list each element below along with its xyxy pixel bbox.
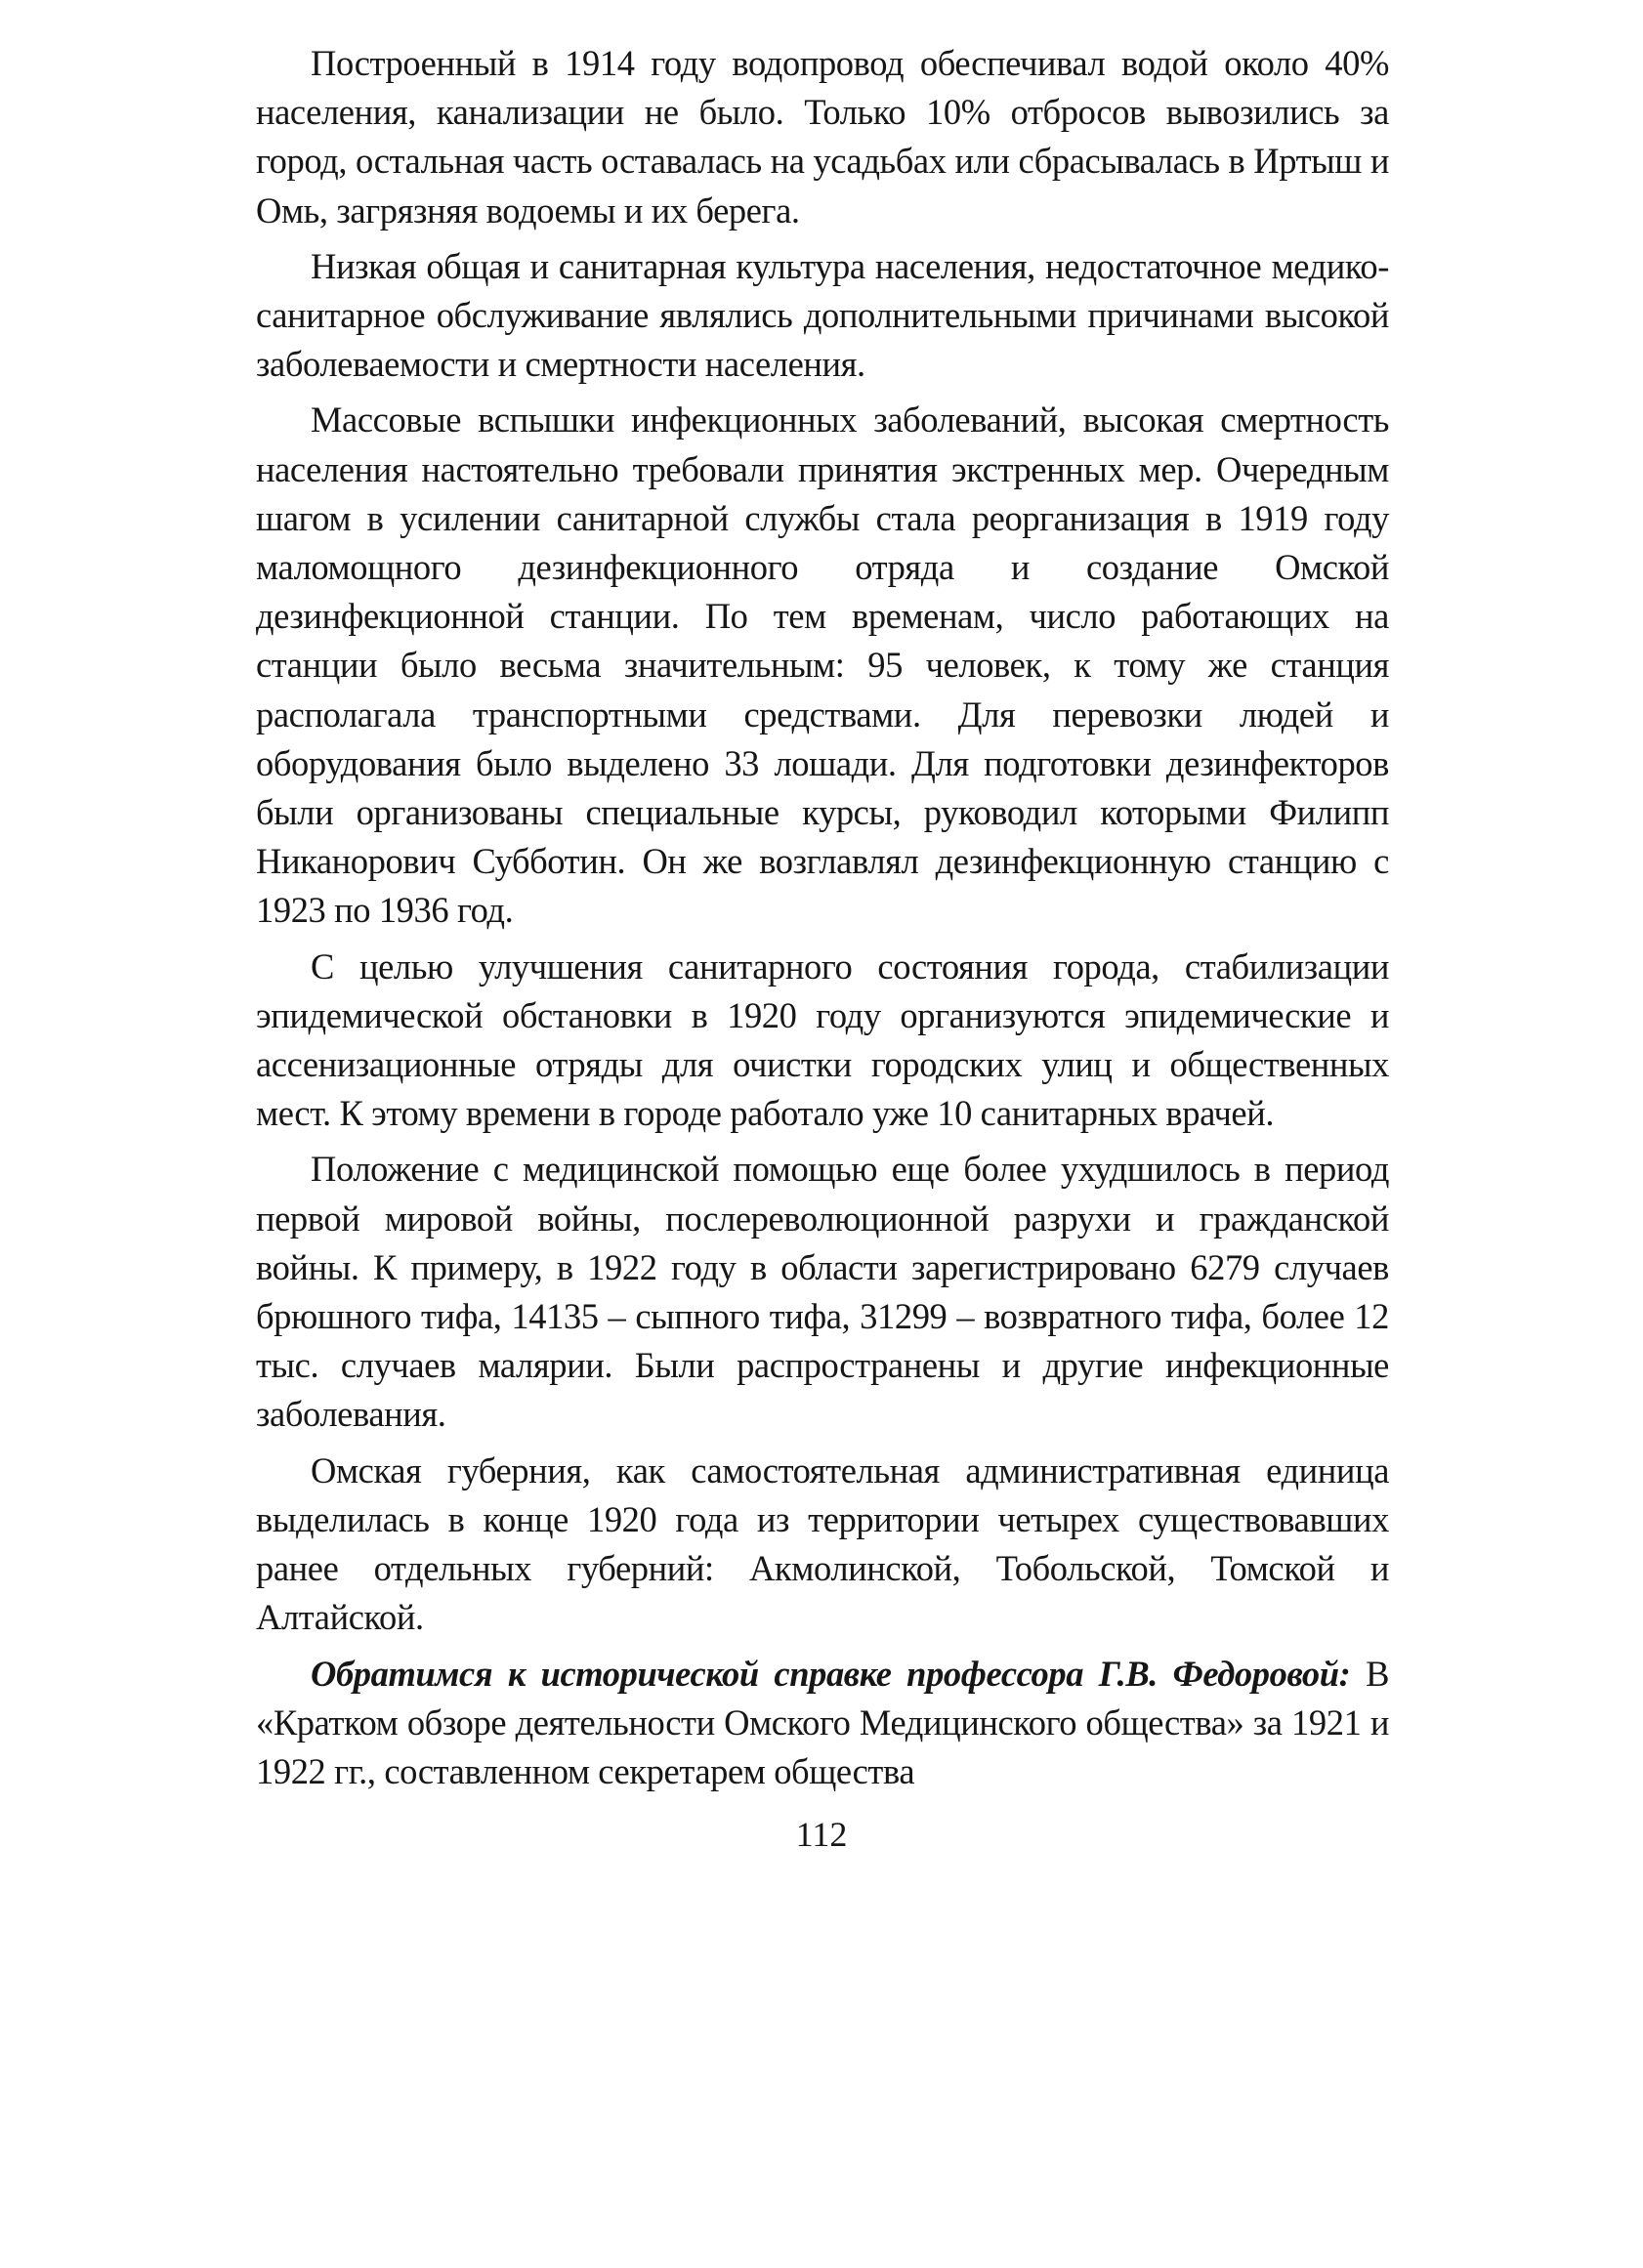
paragraph-omsk-province: Омская губерния, как самостоятельная административная единица выделилась в конце 1920 года из территории четырех существовавших ранее отдельных губерний: Акмолинской, Тобольской, Томской и Алтайской.: [256, 1449, 1389, 1638]
paragraph-infection-statistics: Положение с медицинской помощью еще более ухудшилось в период первой мировой войны, послереволюционной разрухи и гражданской войны. К примеру, в 1922 году в области зарегистрировано 6279 случаев брюшного тифа, 14135 – сыпного тифа, 31299 – возвратного тифа, более 12 тыс. случаев малярии. Были распространены и другие инфекционные заболевания.: [256, 1149, 1389, 1435]
paragraph-disinfection-station: Массовые вспышки инфекционных заболеваний, высокая смертность населения настоятельно требовали принятия экстренных мер. Очередным шагом в усилении санитарной службы стала реорганизация в 1919 году маломощного дезинфекционного отряда и создание Омской дезинфекционной станции. По тем временам, число работающих на станции было весьма значительным: 95 человек, к тому же станция располагала транспортными средствами. Для перевозки людей и оборудования было выделено 33 лошади. Для подготовки дезинфекторов были организованы специальные курсы, руководил которыми Филипп Никанорович Субботин. Он же возглавлял дезинфекционную станцию с 1923 по 1936 год.: [256, 399, 1389, 931]
paragraph-sanitary-culture: Низкая общая и санитарная культура населения, недостаточное медико-санитарное обслуживание являлись дополнительными причинами высокой заболеваемости и смертности населения.: [256, 245, 1389, 385]
historical-reference-lead: Обратимся к исторической справке профессора Г.В. Федоровой:: [311, 1653, 1351, 1694]
page-number: 112: [795, 1815, 848, 1854]
body-text: [256, 39, 1389, 1803]
historical-reference-text: В «Кратком обзоре деятельности Омского Медицинского общества» за 1921 и 1922 гг., составленном секретарем общества: [256, 1653, 1390, 1791]
paragraph-water-supply: Построенный в 1914 году водопровод обеспечивал водой около 40% населения, канализации не было. Только 10% отбросов вывозились за город, остальная часть оставалась на усадьбах или сбрасывалась в Иртыш и Омь, загрязняя водоемы и их берега.: [256, 43, 1389, 231]
paragraph-historical-reference: [256, 1650, 1389, 1797]
paragraph-epidemic-units: С целью улучшения санитарного состояния города, стабилизации эпидемической обстановки в 1920 году организуются эпидемические и ассенизационные отряды для очистки городских улиц и общественных мест. К этому времени в городе работало уже 10 санитарных врачей.: [256, 945, 1389, 1134]
